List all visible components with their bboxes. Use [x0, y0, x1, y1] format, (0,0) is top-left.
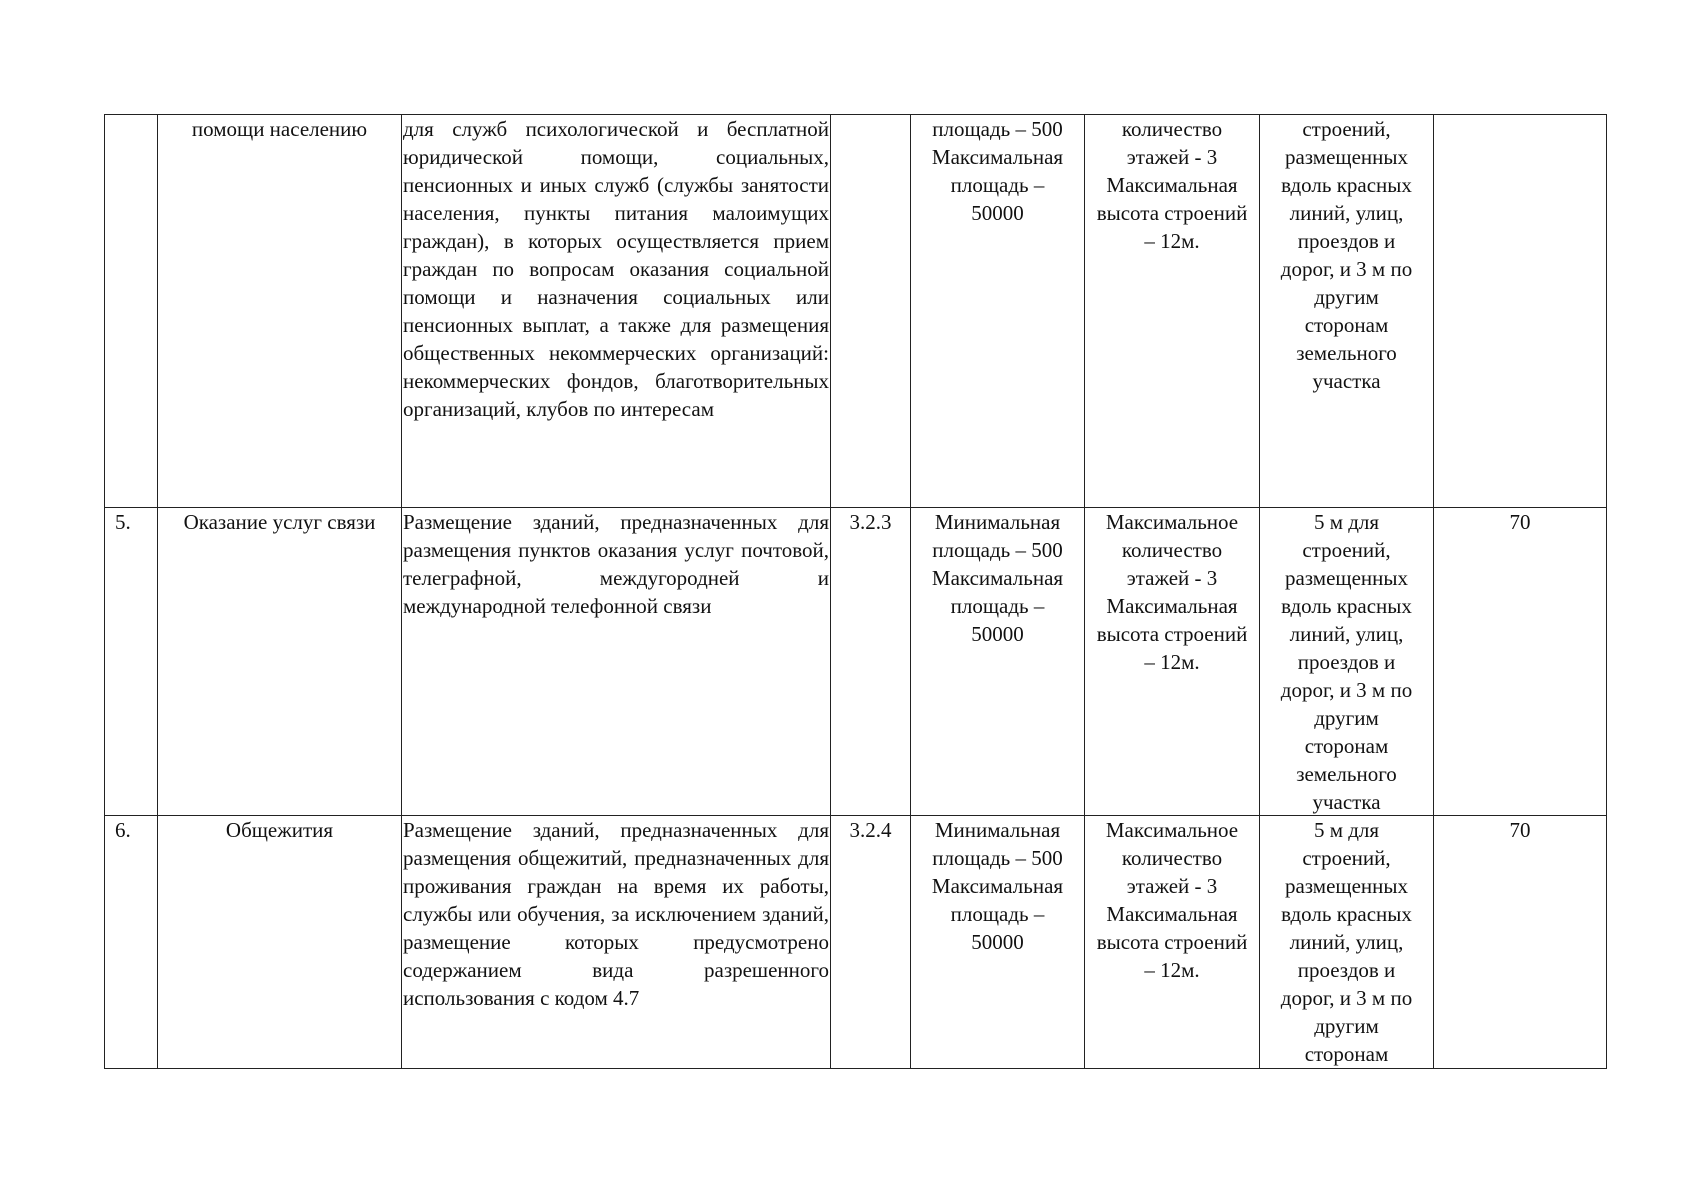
row-number: 6. [105, 816, 158, 1069]
setback-line: строений, [1302, 538, 1391, 562]
area-line: Максимальная [931, 874, 1064, 898]
height-line: – 12м. [1144, 650, 1200, 674]
height-limits [1085, 508, 1260, 816]
use-type-name-text: Оказание услуг связи [183, 510, 376, 534]
height-line: количество [1121, 538, 1223, 562]
height-line: этажей - 3 [1126, 566, 1218, 590]
setback-line: вдоль красных [1281, 173, 1412, 197]
use-code [831, 115, 911, 508]
area-limits [911, 816, 1085, 1069]
use-type-name-text: Общежития [225, 818, 334, 842]
setback-line: вдоль красных [1281, 902, 1412, 926]
area-line: Минимальная [934, 818, 1061, 842]
height-line: высота строений [1096, 622, 1248, 646]
height-line: этажей - 3 [1126, 145, 1218, 169]
use-description-text: Размещение зданий, предназначенных для размещения пунктов оказания услуг почтовой, телеграфной, междугородней и международной телефонной связи [403, 510, 829, 618]
area-line: 50000 [971, 930, 1024, 954]
setback-line: 5 м для [1313, 818, 1380, 842]
use-description [402, 508, 831, 816]
setback-line: размещенных [1284, 566, 1408, 590]
setback-line: земельного [1296, 762, 1397, 786]
row-number: 5. [105, 508, 158, 816]
setback-line: другим [1314, 706, 1379, 730]
use-type-name [158, 115, 402, 508]
use-type-name-text: помощи населению [191, 117, 368, 141]
setback-line: размещенных [1284, 145, 1408, 169]
setback-line: линий, улиц, [1289, 201, 1404, 225]
setback-line: сторонам [1304, 313, 1389, 337]
setback-limits [1260, 816, 1434, 1069]
height-line: высота строений [1096, 201, 1248, 225]
use-code: 3.2.3 [831, 508, 911, 816]
max-coverage-percent: 70 [1434, 508, 1607, 816]
setback-limits [1260, 115, 1434, 508]
area-limits [911, 508, 1085, 816]
setback-line: строений, [1302, 117, 1391, 141]
height-line: высота строений [1096, 930, 1248, 954]
area-line: площадь – 500 [932, 538, 1063, 562]
setback-line: дорог, и 3 м по [1280, 257, 1413, 281]
height-line: Максимальное [1105, 510, 1239, 534]
setback-line: размещенных [1284, 874, 1408, 898]
height-line: Максимальное [1105, 818, 1239, 842]
setback-line: строений, [1302, 846, 1391, 870]
area-line: площадь – 500 [932, 117, 1063, 141]
area-line: Максимальная [931, 566, 1064, 590]
area-line: площадь – [950, 594, 1045, 618]
setback-line: другим [1314, 285, 1379, 309]
table-row [105, 816, 1607, 1069]
setback-line: участка [1312, 790, 1381, 814]
height-limits [1085, 816, 1260, 1069]
area-limits [911, 115, 1085, 508]
setback-line: сторонам [1304, 1042, 1389, 1066]
setback-line: 5 м для [1313, 510, 1380, 534]
setback-line: проездов и [1297, 229, 1396, 253]
setback-line: линий, улиц, [1289, 622, 1404, 646]
use-description-text: Размещение зданий, предназначенных для размещения общежитий, предназначенных для проживания граждан на время их работы, службы или обучения, за исключением зданий, размещение которых предусмотрено содержанием вида разрешенного использования с кодом 4.7 [403, 818, 829, 1010]
height-line: Максимальная [1106, 594, 1238, 618]
height-line: этажей - 3 [1126, 874, 1218, 898]
height-line: количество [1121, 117, 1223, 141]
setback-line: дорог, и 3 м по [1280, 986, 1413, 1010]
height-line: количество [1121, 846, 1223, 870]
row-number [105, 115, 158, 508]
max-coverage-percent: 70 [1434, 816, 1607, 1069]
table-row [105, 508, 1607, 816]
setback-line: участка [1312, 369, 1381, 393]
area-line: площадь – [950, 902, 1045, 926]
table-row [105, 115, 1607, 508]
area-line: Максимальная [931, 145, 1064, 169]
use-type-name [158, 816, 402, 1069]
setback-line: линий, улиц, [1289, 930, 1404, 954]
use-code: 3.2.4 [831, 816, 911, 1069]
use-description [402, 115, 831, 508]
height-line: Максимальная [1106, 902, 1238, 926]
setback-line: дорог, и 3 м по [1280, 678, 1413, 702]
use-type-name [158, 508, 402, 816]
area-line: площадь – [950, 173, 1045, 197]
setback-line: сторонам [1304, 734, 1389, 758]
height-line: – 12м. [1144, 958, 1200, 982]
area-line: 50000 [971, 201, 1024, 225]
setback-line: проездов и [1297, 958, 1396, 982]
height-line: – 12м. [1144, 229, 1200, 253]
setback-limits [1260, 508, 1434, 816]
setback-line: проездов и [1297, 650, 1396, 674]
height-line: Максимальная [1106, 173, 1238, 197]
use-description-text: для служб психологической и бесплатной юридической помощи, социальных, пенсионных и иных служб (службы занятости населения, пункты питания малоимущих граждан), в которых осуществляется прием граждан по вопросам оказания социальной помощи и назначения социальных или пенсионных выплат, а также для размещения общественных некоммерческих организаций: некоммерческих фондов, благотворительных организаций, клубов по интересам [403, 117, 829, 421]
setback-line: земельного [1296, 341, 1397, 365]
area-line: 50000 [971, 622, 1024, 646]
area-line: Минимальная [934, 510, 1061, 534]
setback-line: другим [1314, 1014, 1379, 1038]
land-use-table [104, 114, 1607, 1069]
max-coverage-percent [1434, 115, 1607, 508]
height-limits [1085, 115, 1260, 508]
area-line: площадь – 500 [932, 846, 1063, 870]
setback-line: вдоль красных [1281, 594, 1412, 618]
use-description [402, 816, 831, 1069]
